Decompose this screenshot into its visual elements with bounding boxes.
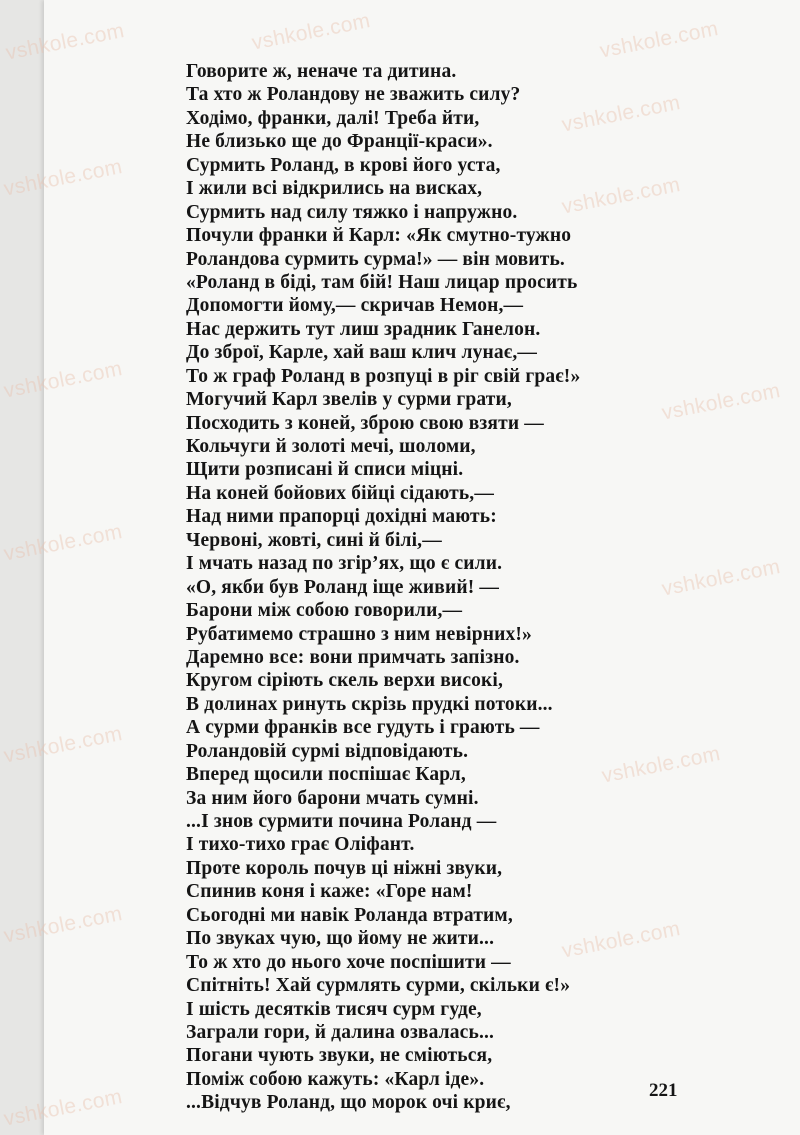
- poem-line: І мчать назад по згір’ях, що є сили.: [186, 553, 503, 575]
- poem-line: ...Відчув Роланд, що морок очі криє,: [186, 1092, 511, 1114]
- poem-line: Проте король почув ці ніжні звуки,: [186, 857, 503, 879]
- watermark: vshkole.com: [660, 555, 783, 601]
- poem-line: «Роланд в біді, там бій! Наш лицар просить: [186, 271, 578, 293]
- watermark: vshkole.com: [2, 1085, 125, 1131]
- watermark: vshkole.com: [2, 902, 125, 948]
- poem-line: Червоні, жовті, сині й білі,—: [186, 529, 442, 551]
- poem-line: Допомогти йому,— скричав Немон,—: [186, 295, 524, 317]
- watermark: vshkole.com: [560, 917, 683, 963]
- poem-line: До зброї, Карле, хай ваш клич лунає,—: [186, 342, 538, 364]
- poem-line: Погани чують звуки, не сміються,: [186, 1045, 493, 1067]
- poem-line: І шість десятків тисяч сурм гуде,: [186, 998, 482, 1020]
- poem-line: Посходить з коней, зброю свою взяти —: [186, 412, 544, 434]
- poem-line: Сурмить Роланд, в крові його уста,: [186, 154, 501, 176]
- poem-line: Щити розписані й списи міцні.: [186, 459, 464, 481]
- page-number: 221: [649, 1080, 678, 1101]
- poem-line: Ходімо, франки, далі! Треба йти,: [186, 107, 480, 129]
- poem-line: Роландова сурмить сурма!» — він мовить.: [186, 248, 565, 270]
- poem-line: ...І знов сурмити почина Роланд —: [186, 811, 497, 832]
- poem-line: Барони між собою говорили,—: [186, 600, 463, 622]
- poem-line: Даремно все: вони примчать запізно.: [186, 646, 520, 668]
- poem-line: Спітніть! Хай сурмлять сурми, скільки є!»: [186, 975, 571, 997]
- poem-line: За ним його барони мчать сумні.: [186, 787, 479, 809]
- watermark: vshkole.com: [560, 91, 683, 137]
- poem-line: Спинив коня і каже: «Горе нам!: [186, 881, 473, 903]
- poem-line: Вперед щосили поспішає Карл,: [186, 764, 466, 786]
- poem-line: Могучий Карл звелів у сурми грати,: [186, 389, 512, 411]
- watermark: vshkole.com: [2, 722, 125, 768]
- poem-line: В долинах ринуть скрізь прудкі потоки...: [186, 693, 553, 715]
- poem-line: «О, якби був Роланд іще живий! —: [186, 576, 500, 598]
- watermark: vshkole.com: [2, 155, 125, 201]
- poem-line: Над ними прапорці дохідні мають:: [186, 506, 497, 528]
- poem-line: Та хто ж Роландову не зважить силу?: [186, 84, 521, 106]
- poem-line: І тихо-тихо грає Оліфант.: [186, 834, 415, 856]
- watermark: vshkole.com: [660, 379, 783, 425]
- poem-line: По звуках чую, що йому не жити...: [186, 928, 495, 950]
- watermark: vshkole.com: [4, 19, 127, 65]
- poem-line: Заграли гори, й далина озвалась...: [186, 1021, 495, 1043]
- watermark: vshkole.com: [560, 173, 683, 219]
- poem-line: Почули франки й Карл: «Як смутно-тужно: [186, 225, 572, 247]
- poem-line: То ж граф Роланд в розпуці в ріг свій грає!»: [186, 365, 581, 387]
- poem-line: На коней бойових бійці сідають,—: [186, 482, 494, 504]
- watermark: vshkole.com: [600, 742, 723, 788]
- poem-line: Не близько ще до Франції-краси».: [186, 131, 493, 153]
- poem-line: Поміж собою кажуть: «Карл іде».: [186, 1068, 485, 1090]
- poem-line: Говорите ж, неначе та дитина.: [186, 61, 457, 82]
- poem-line: Кольчуги й золоті мечі, шоломи,: [186, 436, 476, 457]
- watermark: vshkole.com: [2, 357, 125, 403]
- poem-line: Роландовій сурмі відповідають.: [186, 740, 469, 762]
- poem-line: Кругом сіріють скель верхи високі,: [186, 670, 504, 692]
- poem-line: А сурми франків все гудуть і грають —: [186, 717, 540, 739]
- watermark: vshkole.com: [2, 520, 125, 566]
- poem-line: Сурмить над силу тяжко і напружно.: [186, 201, 518, 223]
- poem-text: [186, 60, 666, 1115]
- poem-line: Рубатимемо страшно з ним невірних!»: [186, 623, 532, 645]
- watermark: vshkole.com: [598, 17, 721, 63]
- poem-line: Сьогодні ми навік Роланда втратим,: [186, 904, 513, 926]
- poem-line: То ж хто до нього хоче поспішити —: [186, 951, 511, 973]
- poem-line: Нас держить тут лиш зрадник Ганелон.: [186, 318, 541, 340]
- watermark: vshkole.com: [250, 9, 373, 55]
- poem-line: І жили всі відкрились на висках,: [186, 178, 483, 200]
